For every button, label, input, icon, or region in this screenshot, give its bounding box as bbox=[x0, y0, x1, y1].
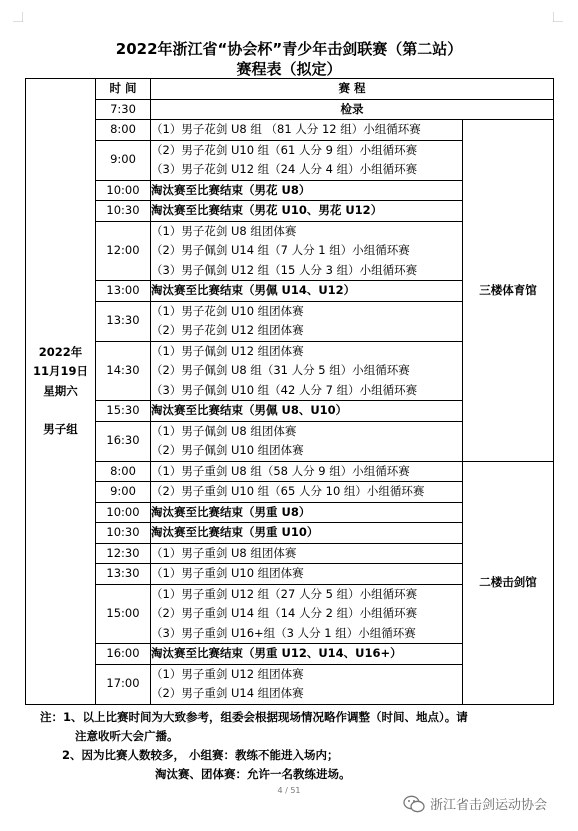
time-cell: 8:00 bbox=[96, 461, 151, 482]
note-line-1: 注：1、以上比赛时间为大致参考，组委会根据现场情况略作调整（时间、地点）。请 bbox=[40, 710, 468, 724]
event-line: （3）男子重剑 U16+组（3 人分 1 组）小组循环赛 bbox=[151, 625, 416, 640]
event-line: （2）男子佩剑 U14 组（7 人分 1 组）小组循环赛 bbox=[151, 243, 410, 257]
page-number: 4 / 51 bbox=[277, 786, 301, 795]
note-line-4: 淘汰赛、团体赛：允许一名教练进场。 bbox=[155, 767, 351, 781]
note-line-2: 注意收听大会广播。 bbox=[75, 729, 179, 743]
event-line: （1）男子重剑 U12 组（27 人分 5 组）小组循环赛 bbox=[151, 586, 418, 601]
event-cell: （1）男子重剑 U8 组团体赛 bbox=[151, 543, 463, 564]
event-cell: 淘汰赛至比赛结束（男重 U10） bbox=[151, 523, 463, 544]
event-line: （3）男子花剑 U12 组（24 人分 4 组）小组循环赛 bbox=[151, 162, 418, 176]
date-group-cell bbox=[26, 79, 96, 705]
table-header-row bbox=[26, 79, 554, 100]
time-cell: 7:30 bbox=[96, 99, 151, 120]
time-cell: 16:00 bbox=[96, 644, 151, 665]
time-cell: 13:00 bbox=[96, 281, 151, 302]
event-cell: （1）男子重剑 U10 组团体赛 bbox=[151, 564, 463, 585]
event-line: （2）男子佩剑 U8 组（31 人分 5 组）小组循环赛 bbox=[151, 363, 410, 377]
time-cell: 16:30 bbox=[96, 421, 151, 461]
event-line: （1）男子重剑 U12 组团体赛 bbox=[151, 666, 304, 681]
event-cell: 淘汰赛至比赛结束（男重 U8） bbox=[151, 502, 463, 523]
header-time: 时 间 bbox=[96, 79, 151, 100]
table-row bbox=[26, 99, 554, 120]
event-line: （1）男子佩剑 U12 组团体赛 bbox=[151, 343, 304, 358]
date-weekday: 星期六 bbox=[43, 383, 78, 398]
event-cell bbox=[151, 664, 463, 704]
event-cell bbox=[151, 584, 463, 644]
event-line: （1）男子佩剑 U8 组团体赛 bbox=[151, 423, 297, 438]
event-line: （2）男子重剑 U14 组团体赛 bbox=[151, 686, 304, 700]
event-cell bbox=[151, 421, 463, 461]
event-line: （1）男子花剑 U8 组团体赛 bbox=[151, 223, 297, 238]
event-cell: （2）男子重剑 U10 组（65 人分 10 组）小组循环赛 bbox=[151, 482, 463, 503]
watermark bbox=[403, 794, 547, 813]
event-cell bbox=[151, 301, 463, 341]
document-subtitle: 赛程表（拟定） bbox=[236, 60, 342, 78]
event-line: （2）男子花剑 U12 组团体赛 bbox=[151, 323, 304, 337]
date-year: 2022年 bbox=[38, 344, 83, 359]
event-cell: （1）男子重剑 U8 组（58 人分 9 组）小组循环赛 bbox=[151, 461, 463, 482]
time-cell: 17:00 bbox=[96, 664, 151, 704]
event-cell: 淘汰赛至比赛结束（男佩 U14、U12） bbox=[151, 281, 463, 302]
group-label: 男子组 bbox=[43, 422, 78, 437]
time-cell: 9:00 bbox=[96, 482, 151, 503]
document-title: 2022年浙江省“协会杯”青少年击剑联赛（第二站） bbox=[115, 40, 463, 58]
time-cell: 13:30 bbox=[96, 301, 151, 341]
event-line: （2）男子重剑 U14 组（14 人分 2 组）小组循环赛 bbox=[151, 606, 418, 620]
event-cell bbox=[151, 140, 463, 180]
watermark-text: 浙江省击剑运动协会 bbox=[430, 798, 548, 813]
note-line-3: 2、因为比赛人数较多， 小组赛：教练不能进入场内； bbox=[62, 748, 339, 762]
time-cell: 12:30 bbox=[96, 543, 151, 564]
schedule-table bbox=[25, 78, 554, 705]
event-cell: （1）男子花剑 U8 组 （81 人分 12 组）小组循环赛 bbox=[151, 120, 463, 141]
event-cell: 淘汰赛至比赛结束（男重 U12、U14、U16+） bbox=[151, 644, 463, 665]
time-cell: 9:00 bbox=[96, 140, 151, 180]
event-cell: 淘汰赛至比赛结束（男佩 U8、U10） bbox=[151, 401, 463, 422]
event-line: （2）男子佩剑 U10 组团体赛 bbox=[151, 443, 304, 457]
event-cell: 检录 bbox=[151, 99, 554, 120]
corner-mark-top-right bbox=[553, 12, 563, 22]
wechat-icon bbox=[403, 795, 425, 813]
notes-block bbox=[40, 708, 550, 784]
time-cell: 15:30 bbox=[96, 401, 151, 422]
venue-cell-upper: 三楼体育馆 bbox=[463, 120, 554, 462]
event-line: （1）男子花剑 U10 组团体赛 bbox=[151, 303, 304, 318]
time-cell: 13:30 bbox=[96, 564, 151, 585]
time-cell: 10:30 bbox=[96, 201, 151, 222]
event-line: （3）男子佩剑 U10 组（42 人分 7 组）小组循环赛 bbox=[151, 382, 418, 397]
event-cell bbox=[151, 221, 463, 281]
event-line: （3）男子佩剑 U12 组（15 人分 3 组）小组循环赛 bbox=[151, 262, 418, 277]
time-cell: 12:00 bbox=[96, 221, 151, 281]
time-cell: 15:00 bbox=[96, 584, 151, 644]
table-row bbox=[26, 120, 554, 141]
event-cell bbox=[151, 341, 463, 401]
event-line: （2）男子花剑 U10 组（61 人分 9 组）小组循环赛 bbox=[151, 142, 418, 157]
time-cell: 14:30 bbox=[96, 341, 151, 401]
event-cell: 淘汰赛至比赛结束（男花 U10、男花 U12） bbox=[151, 201, 463, 222]
time-cell: 10:00 bbox=[96, 180, 151, 201]
venue-cell-lower: 二楼击剑馆 bbox=[463, 461, 554, 704]
time-cell: 8:00 bbox=[96, 120, 151, 141]
table-row bbox=[26, 461, 554, 482]
corner-mark-top-left bbox=[13, 12, 23, 22]
time-cell: 10:30 bbox=[96, 523, 151, 544]
date-day: 11月19日 bbox=[32, 364, 88, 379]
event-cell: 淘汰赛至比赛结束（男花 U8） bbox=[151, 180, 463, 201]
time-cell: 10:00 bbox=[96, 502, 151, 523]
header-event: 赛 程 bbox=[151, 79, 554, 100]
